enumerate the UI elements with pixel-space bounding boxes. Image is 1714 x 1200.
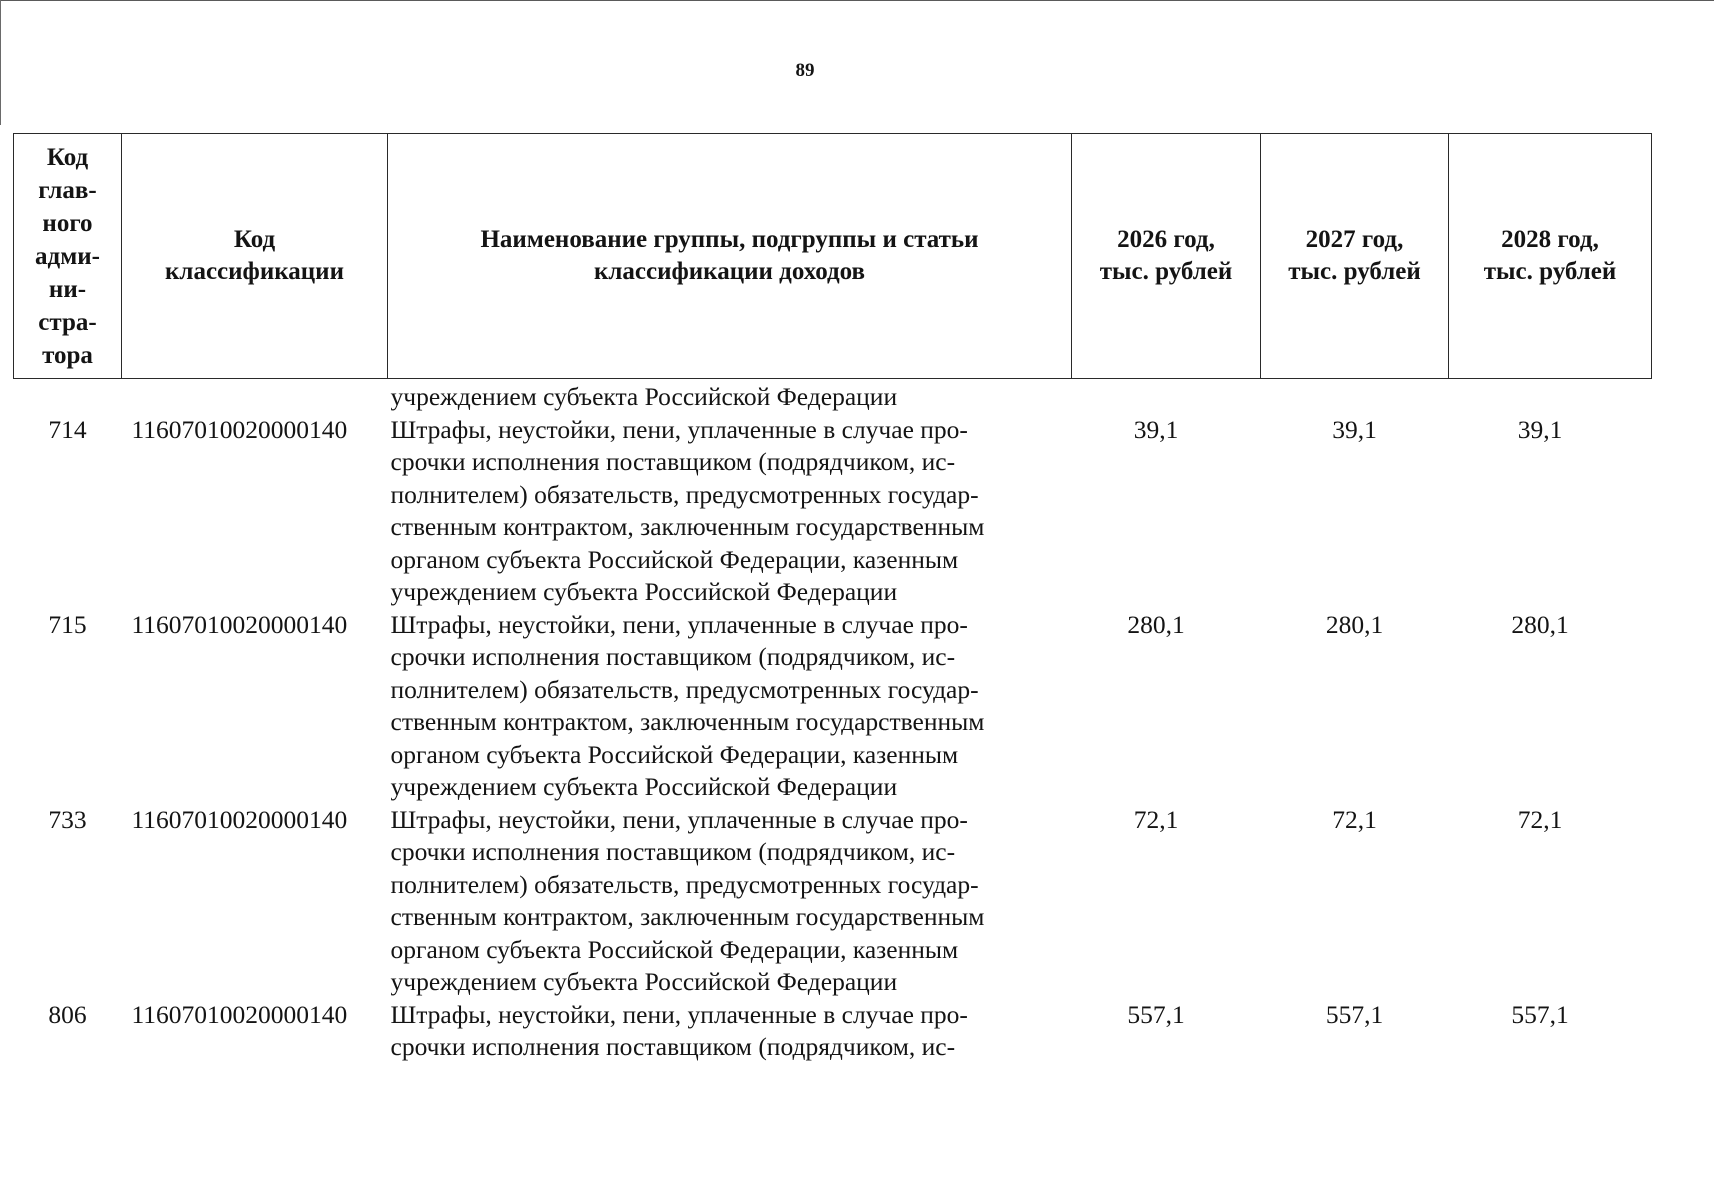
header-name <box>388 134 1072 379</box>
empty-cell <box>1449 379 1652 414</box>
name-cell <box>388 609 1072 804</box>
value-2026-cell: 72,1 <box>1133 804 1179 834</box>
header-2026 <box>1072 134 1261 379</box>
header-line: классификации <box>165 258 344 285</box>
name-line: Штрафы, неустойки, пени, уплаченные в случае про- <box>390 999 968 1029</box>
class-code-cell: 11607010020000140 <box>131 999 348 1029</box>
empty-cell <box>1072 379 1261 414</box>
header-line: классификации доходов <box>593 258 866 285</box>
header-line: 2028 год, <box>1501 226 1599 253</box>
table-row <box>14 609 1652 804</box>
name-line: органом субъекта Российской Федерации, казенным <box>390 934 959 964</box>
header-line: стра- <box>38 308 97 336</box>
header-line: Наименование группы, подгруппы и статьи <box>480 226 979 253</box>
name-line: органом субъекта Российской Федерации, казенным <box>390 739 959 769</box>
name-line: срочки исполнения поставщиком (подрядчиком, ис- <box>390 447 956 476</box>
header-line: глав- <box>38 176 97 204</box>
scan-edge-left <box>0 0 1 125</box>
class-code-cell: 11607010020000140 <box>131 414 348 444</box>
table-row <box>14 804 1652 999</box>
name-line: Штрафы, неустойки, пени, уплаченные в случае про- <box>390 414 968 444</box>
name-line: учреждением субъекта Российской Федерации <box>390 577 898 606</box>
admin-code-cell: 806 <box>48 999 87 1029</box>
name-line: учреждением субъекта Российской Федерации <box>390 967 898 996</box>
header-admin-code <box>14 134 122 379</box>
admin-code-cell: 715 <box>48 609 87 639</box>
name-line: полнителем) обязательств, предусмотренных государ- <box>390 674 979 704</box>
header-line: ного <box>42 209 93 237</box>
value-2027-cell: 280,1 <box>1325 609 1384 639</box>
value-2028-cell: 72,1 <box>1517 804 1563 834</box>
header-class-code <box>122 134 388 379</box>
scan-edge-top <box>0 0 1714 1</box>
class-code-cell: 11607010020000140 <box>131 609 348 639</box>
header-2028 <box>1449 134 1652 379</box>
value-2026-cell: 557,1 <box>1127 999 1185 1029</box>
header-line: Код <box>233 226 276 253</box>
header-line: тыс. рублей <box>1099 258 1233 285</box>
header-line: тыс. рублей <box>1483 258 1617 285</box>
revenue-table <box>13 133 1652 1064</box>
table-body <box>14 379 1652 1064</box>
admin-code-cell: 714 <box>48 414 87 444</box>
header-line: Код <box>46 143 89 171</box>
name-line: срочки исполнения поставщиком (подрядчиком, ис- <box>390 837 956 866</box>
value-2026-cell: 39,1 <box>1133 414 1179 444</box>
header-line: 2026 год, <box>1117 226 1215 253</box>
name-line: срочки исполнения поставщиком (подрядчиком, ис- <box>390 1032 956 1061</box>
name-line: полнителем) обязательств, предусмотренных государ- <box>390 869 979 899</box>
class-code-cell: 11607010020000140 <box>131 804 348 834</box>
empty-cell <box>122 379 388 414</box>
table-row <box>14 414 1652 609</box>
name-line: срочки исполнения поставщиком (подрядчиком, ис- <box>390 642 956 671</box>
name-line: органом субъекта Российской Федерации, казенным <box>390 544 959 574</box>
header-line: 2027 год, <box>1305 226 1404 253</box>
continuation-text: учреждением субъекта Российской Федерации <box>390 382 898 411</box>
name-line: ственным контрактом, заключенным государственным <box>390 512 985 541</box>
name-line: ственным контрактом, заключенным государственным <box>390 707 985 736</box>
value-2027-cell: 557,1 <box>1325 999 1384 1029</box>
header-line: тыс. рублей <box>1288 258 1421 285</box>
name-line: ственным контрактом, заключенным государственным <box>390 902 985 931</box>
name-line: полнителем) обязательств, предусмотренных государ- <box>390 479 979 509</box>
value-2027-cell: 72,1 <box>1332 804 1377 834</box>
empty-cell <box>14 379 122 414</box>
value-2028-cell: 557,1 <box>1511 999 1569 1029</box>
header-2027 <box>1261 134 1449 379</box>
continuation-row <box>14 379 1652 414</box>
page-number: 89 <box>795 60 815 81</box>
admin-code-cell: 733 <box>48 804 87 834</box>
header-line: адми- <box>35 242 100 270</box>
value-2026-cell: 280,1 <box>1127 609 1185 639</box>
name-line: учреждением субъекта Российской Федерации <box>390 772 898 801</box>
header-line: тора <box>42 341 93 369</box>
value-2028-cell: 280,1 <box>1511 609 1569 639</box>
header-line: ни- <box>48 275 87 303</box>
name-cell <box>388 414 1072 609</box>
table-header <box>14 134 1652 379</box>
name-line: Штрафы, неустойки, пени, уплаченные в случае про- <box>390 804 968 834</box>
name-line: Штрафы, неустойки, пени, уплаченные в случае про- <box>390 609 968 639</box>
name-cell <box>388 804 1072 999</box>
value-2028-cell: 39,1 <box>1517 414 1563 444</box>
empty-cell <box>1261 379 1449 414</box>
table-row <box>14 999 1652 1064</box>
name-cell <box>388 999 1072 1064</box>
value-2027-cell: 39,1 <box>1332 414 1377 444</box>
